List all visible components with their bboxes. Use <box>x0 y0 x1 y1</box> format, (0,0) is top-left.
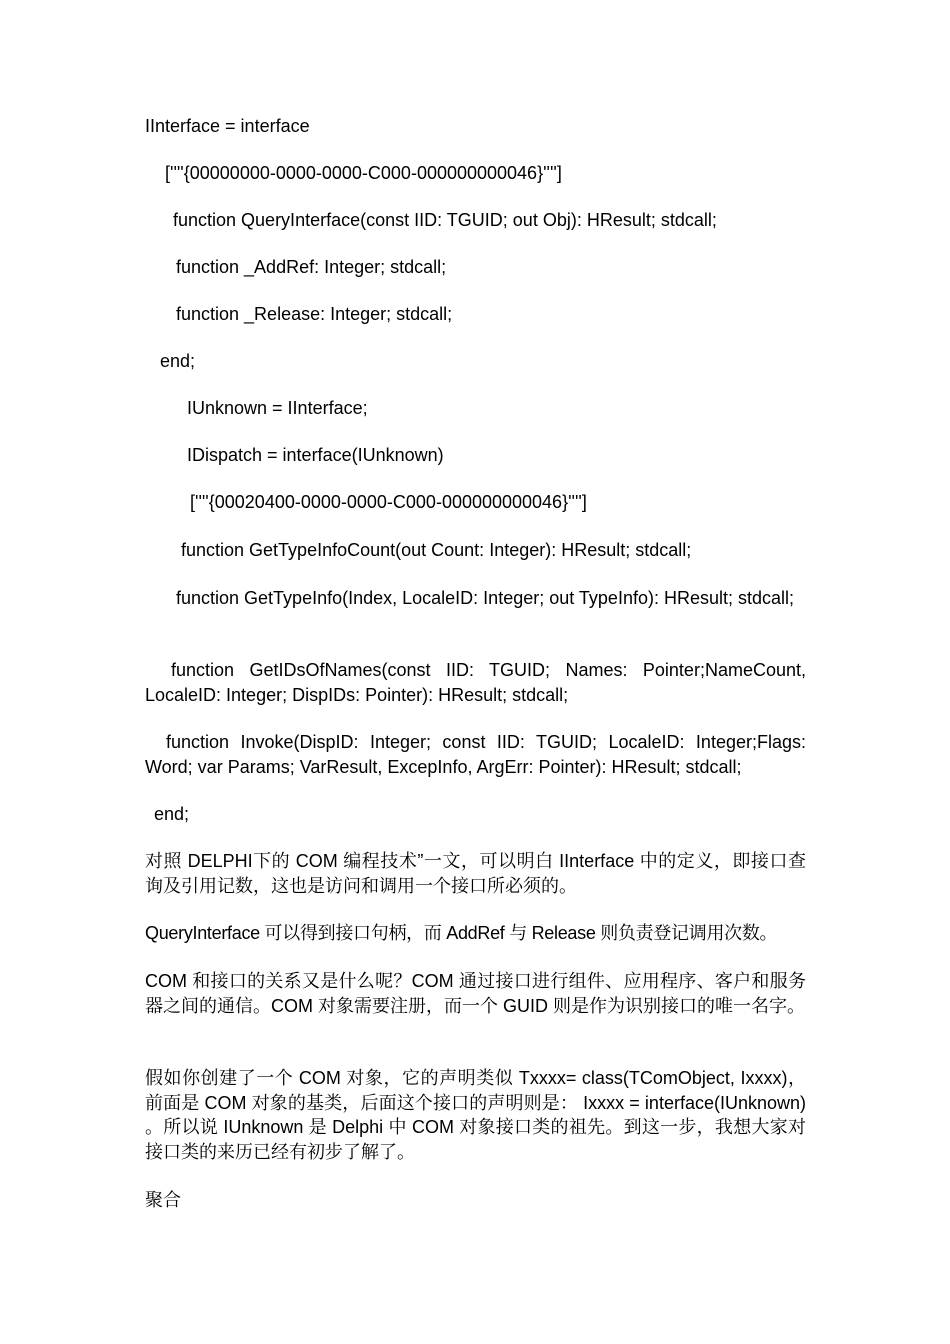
code-line-getidsofnames: function GetIDsOfNames(const IID: TGUID; Names: Pointer;NameCount, LocaleID: Integer; DispIDs: Pointer): HResult; stdcall; <box>145 660 806 705</box>
code-line-end: end; <box>160 351 196 371</box>
heading-aggregation: 聚合 <box>145 1190 181 1210</box>
code-line-invoke: function Invoke(DispID: Integer; const IID: TGUID; LocaleID: Integer;Flags: Word; var Params; VarResult, ExcepInfo, ArgErr: Pointer): HResult; stdcall; <box>145 732 806 777</box>
paragraph-interface-definition: 对照 DELPHI下的 COM 编程技术”一文，可以明白 IInterface 中的定义，即接口查询及引用记数，这也是访问和调用一个接口所必须的。 <box>145 851 806 896</box>
code-line-release: function _Release: Integer; stdcall; <box>176 304 453 324</box>
paragraph-com-and-interface: COM 和接口的关系又是什么呢？COM 通过接口进行组件、应用程序、客户和服务器之间的通信。COM 对象需要注册，而一个 GUID 则是作为识别接口的唯一名字。 <box>145 971 806 1016</box>
paragraph-com-object-declaration: 假如你创建了一个 COM 对象，它的声明类似 Txxxx= class(TComObject, Ixxxx)，前面是 COM 对象的基类，后面这个接口的声明则是： Ixxxx = interface(IUnknown) 。所以说 IUnknown 是 Delphi 中 COM 对象接口类的祖先。到这一步，我想大家对接口类的来历已经有初步了解了。 <box>145 1068 806 1162</box>
code-line-gettypeinfo: function GetTypeInfo(Index, LocaleID: Integer; out TypeInfo): HResult; stdcall; <box>176 588 795 608</box>
paragraph-queryinterface: QueryInterface 可以得到接口句柄，而 AddRef 与 Release 则负责登记调用次数。 <box>145 923 778 943</box>
code-line-queryinterface: function QueryInterface(const IID: TGUID; out Obj): HResult; stdcall; <box>173 210 717 230</box>
code-line-iinterface-decl: IInterface = interface <box>145 116 310 136</box>
code-line-addref: function _AddRef: Integer; stdcall; <box>176 257 447 277</box>
code-line-end-2: end; <box>154 804 190 824</box>
code-line-iinterface-guid: [''''{00000000-0000-0000-C000-000000000046}''''] <box>165 163 562 183</box>
code-line-iunknown: IUnknown = IInterface; <box>187 398 368 418</box>
code-line-idispatch: IDispatch = interface(IUnknown) <box>187 445 444 465</box>
code-line-idispatch-guid: [''''{00020400-0000-0000-C000-000000000046}''''] <box>190 492 587 512</box>
code-line-gettypeinfocount: function GetTypeInfoCount(out Count: Integer): HResult; stdcall; <box>181 540 692 560</box>
